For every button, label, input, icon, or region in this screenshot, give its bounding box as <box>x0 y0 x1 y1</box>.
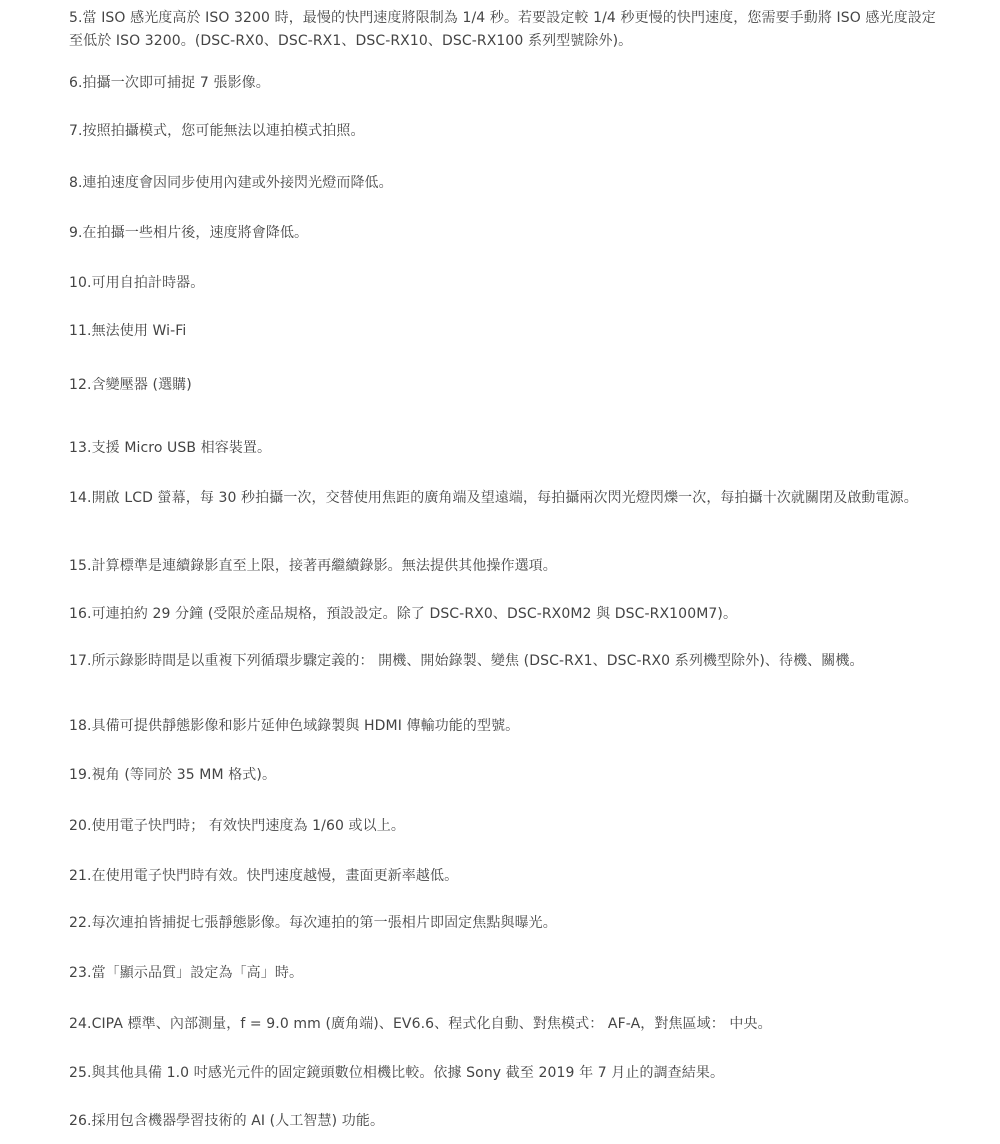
footnote-20: 20.使用電子快門時； 有效快門速度為 1/60 或以上。 <box>69 818 405 834</box>
footnote-9: 9.在拍攝一些相片後，速度將會降低。 <box>69 225 309 241</box>
footnote-15: 15.計算標準是連續錄影直至上限，接著再繼續錄影。無法提供其他操作選項。 <box>69 558 557 574</box>
footnote-7: 7.按照拍攝模式，您可能無法以連拍模式拍照。 <box>69 123 365 139</box>
footnote-10: 10.可用自拍計時器。 <box>69 275 205 291</box>
footnote-5: 5.當 ISO 感光度高於 ISO 3200 時，最慢的快門速度將限制為 1/4 秒。若要設定較 1/4 秒更慢的快門速度，您需要手動將 ISO 感光度設定至低於 ISO 3200。(DSC-RX0、DSC-RX1、DSC-RX10、DSC-RX100 系列型號除外)。 <box>69 10 936 49</box>
footnote-18: 18.具備可提供靜態影像和影片延伸色域錄製與 HDMI 傳輸功能的型號。 <box>69 718 520 734</box>
footnote-17: 17.所示錄影時間是以重複下列循環步驟定義的： 開機、開始錄製、變焦 (DSC-RX1、DSC-RX0 系列機型除外)、待機、關機。 <box>69 653 864 669</box>
footnote-13: 13.支援 Micro USB 相容裝置。 <box>69 440 272 456</box>
footnote-23: 23.當「顯示品質」設定為「高」時。 <box>69 965 304 981</box>
footnote-24: 24.CIPA 標準、內部測量，f = 9.0 mm (廣角端)、EV6.6、程式化自動、對焦模式： AF-A，對焦區域： 中央。 <box>69 1016 772 1032</box>
footnote-16: 16.可連拍約 29 分鐘 (受限於產品規格，預設設定。除了 DSC-RX0、DSC-RX0M2 與 DSC-RX100M7)。 <box>69 606 738 622</box>
footnote-11: 11.無法使用 Wi-Fi <box>69 323 187 339</box>
footnote-21: 21.在使用電子快門時有效。快門速度越慢，畫面更新率越低。 <box>69 868 459 884</box>
footnote-25: 25.與其他具備 1.0 吋感光元件的固定鏡頭數位相機比較。依據 Sony 截至 2019 年 7 月止的調查結果。 <box>69 1065 725 1081</box>
footnote-19: 19.視角 (等同於 35 MM 格式)。 <box>69 767 277 783</box>
footnote-14: 14.開啟 LCD 螢幕，每 30 秒拍攝一次，交替使用焦距的廣角端及望遠端，每拍攝兩次閃光燈閃爍一次，每拍攝十次就關閉及啟動電源。 <box>69 490 918 506</box>
footnote-26: 26.採用包含機器學習技術的 AI (人工智慧) 功能。 <box>69 1113 385 1129</box>
footnote-6: 6.拍攝一次即可捕捉 7 張影像。 <box>69 75 270 91</box>
footnote-12: 12.含變壓器 (選購) <box>69 377 192 393</box>
footnote-22: 22.每次連拍皆捕捉七張靜態影像。每次連拍的第一張相片即固定焦點與曝光。 <box>69 915 557 931</box>
footnote-8: 8.連拍速度會因同步使用內建或外接閃光燈而降低。 <box>69 175 393 191</box>
